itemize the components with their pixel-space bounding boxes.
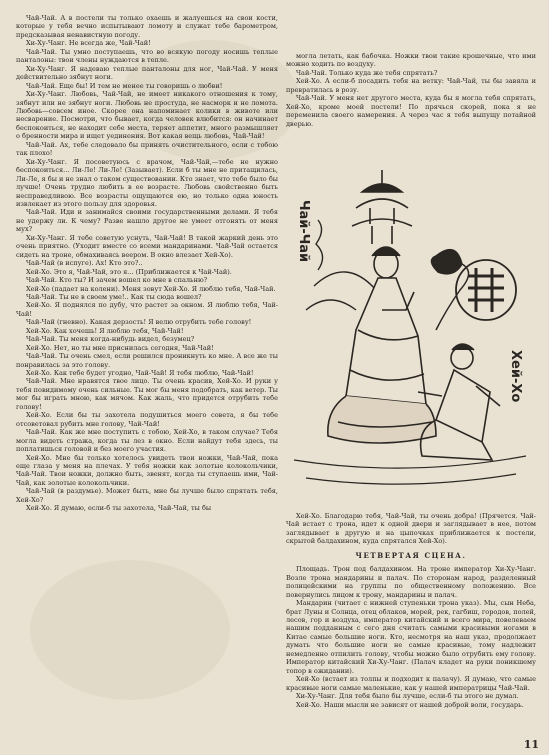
paragraph: Хи-Ху-Чанг. Для тебя было бы лучше, если-б ты этого не думал. (296, 692, 519, 701)
paragraph: Хей-Хо. Как хочешь! Я люблю тебя, Чай-Чай! (26, 326, 184, 335)
illustration-drawing (286, 160, 536, 504)
paragraph: Хей-Хо (падает на колени). Меня зовут Хей-Хо. Я люблю тебя, Чай-Чай. (26, 284, 276, 293)
paragraph: Хи-Ху-Чанг. Я тебе советую уснуть, Чай-Чай! В такой жаркий день это очень приятно. (Уходит вместе со всеми мандаринами. Чай-Чай остается сидеть на троне, обмахиваясь веером. В окно влезает Хей-Хо). (16, 233, 278, 259)
paragraph: Хи-Ху-Чанг. Не всегда же, Чай-Чай! (26, 39, 151, 48)
paragraph: Чай-Чай. Ах, тебе следовало бы принять очистительного, если с тобою так плохо! (16, 140, 278, 158)
paragraph: Чай-Чай (в раздумье). Может быть, мне бы лучше было спрятать тебя, Хей-Хо? (16, 487, 278, 504)
paragraph: Чай-Чай. Только куда же тебя спрятать? (296, 68, 438, 77)
paragraph: Хей-Хо. Если бы ты захотела подушиться моего совета, я бы тебе отсоветовал рубить мне голову, Чай-Чай! (16, 411, 278, 428)
paragraph: Чай-Чай. Иди и занимайся своими государственными делами. Я тебя не удержу ли. К чему? Разве нашло другое не умеет отгонять от меня мух? (16, 208, 278, 234)
paragraph: Чай-Чай. Как же мне поступить с тобою, Хей-Хо, в таком случае? Тебя могла видеть стража, когда ты лез в окно. Если найдут тебя здесь, ты поплатишься головой и без моего участия. (16, 428, 278, 454)
scene-heading: ЧЕТВЕРТАЯ СЦЕНА. (355, 550, 467, 560)
paragraph: Хей-Хо. Это я, Чай-Чай, это я... (Приближается к Чай-Чай). (26, 267, 232, 276)
paragraph: Хи-Ху-Чанг. Я надеваю теплые панталоны для ног, Чай-Чай. У меня действительно зябнут ноги. (16, 64, 278, 82)
paragraph: Хей-Хо. Мне бы только хотелось увидеть твои ножки, Чай-Чай, пока еще глаза у меня на плечах. У тебя ножки как золотые колокольчики, Чай-Чай. Твои ножки, должно быть, звенят, когда ты ступаешь ими, Чай-Чай, как золотые колокольчики. (16, 453, 278, 487)
left-column (16, 14, 278, 513)
paragraph: Чай-Чай. У меня нет другого места, куда бы я могла тебя спрятать, Хей-Хо, кроме моей постели! По прячься скорей, пока я не переменила своего намерения. А через час я тебя выпущу потайной дверью. (286, 94, 536, 128)
paragraph: Чай-Чай (гневно). Какая дерзость! Я велю отрубить тебе голову! (26, 318, 252, 327)
paragraph: Хей-Хо. Как тебе будет угодно, Чай-Чай! Я тебя люблю, Чай-Чай! (26, 369, 254, 378)
paragraph: Хей-Хо. Благодарю тебя, Чай-Чай, ты очень добра! (Прячется. Чай-Чай встает с трона, идет к одной двери и заглядывает в нее, потом заглядывает в другую и на цыпочках приближается к постели, скрытой балдахином, куда спрятался Хей-Хо). (286, 512, 536, 546)
paragraph: Хей-Хо (встает из толпы и подходит к палачу). Я думаю, что самые красивые ноги самые маленькие, как у нашей императрицы Чай-Чай. (286, 675, 536, 692)
page-number: 11 (523, 738, 539, 751)
paragraph: Чай-Чай. А в постели ты только охаешь и жалуешься на свои кости, которые у тебя вечно испытывают ломоту и служат тебе барометром, предсказывая ненавистную погоду. (16, 14, 278, 39)
pagoda-icon (352, 170, 412, 244)
paragraph: Мандарин (читает с нижней ступеньки трона указ). Мы, сын Неба, брат Луны и Солнца, отец облаков, морей, рек, гагбиш, городов, полей, лесов, гор и воздуха, император китайский и всего мира, повелеваем нашим подданным с сего дня считать самыми красивыми ногами в Китае самые большие ноги. Кто, несмотря на наш указ, продолжает думать что большие ноги не самые красивые, тому надлежит немедленно отпилить голову, чтобы можно было отрубить ему голову. Император китайский Хи-Ху-Чанг. (Палач кладет на руки поникшему топор в ожидании). (286, 599, 536, 675)
paragraph: Хей-Хо. Нет, но ты мне приснилась сегодня, Чай-Чай! (26, 343, 214, 352)
chai-chai-label (296, 200, 311, 262)
paragraph: Хей-Хо. Наши мысли не зависят от нашей доброй воли, государь. (296, 700, 524, 709)
paragraph: Хей-Хо. Я думаю, если-б ты захотела, Чай-Чай, ты бы (26, 504, 212, 513)
paragraph: Чай-Чай. Мне нравятся твое лицо. Ты очень красив, Хей-Хо. И руки у тебя повидимому очень сильные. Ты мог бы меня подобрать, как ветер. Ты мог бы играть мною, как мячом. Как жаль, что придется отрубить тебе голову! (16, 377, 278, 411)
paragraph: Чай-Чай (в испуге). Ах! Кто это?.. (26, 259, 143, 268)
tree-icon (306, 220, 376, 310)
illustration (286, 160, 536, 504)
paper-stain (30, 560, 230, 700)
paragraph: Чай-Чай. Ты меня когда-нибудь видел, безумец? (26, 335, 195, 344)
illustration-label-right: Хей-Хо (508, 350, 523, 403)
paragraph: Хей-Хо. Я поднялся по дубу, что растет за окном. Я люблю тебя, Чай-Чай! (16, 301, 278, 318)
paragraph: Площадь. Трон под балдахином. На троне император Хи-Ху-Чанг. Возле трона мандарины и палач. По сторонам народ, разделенный полицейскими на группы по общественному положению. Все повернулись лицом к трону, мандарины и палач. (286, 565, 536, 599)
kneeling-figure-icon (418, 344, 500, 460)
illustration-label-left: Чай-Чай (296, 200, 311, 263)
paragraph: Хи-Ху-Чанг. Я посоветуюсь с врачом, Чай-Чай,—тебе не нужно беспокоиться... Ли-Ле! Ли-Ле! (Зазывает). Если б ты мне не притащилась, Ли-Ле, я бы и не знал о таком существовании. Кто знает, что тебе было бы лучше! Очень трудно любить в ее возрасте. Любовь свойственно быть несправедливою. Все возрасты ощущаются ею, но только одна юность извлекает из этого пользу для здоровья. (16, 157, 278, 208)
paragraph: Хи-Ху-Чанг. Любовь, Чай-Чай, не имеет никакого отношения к тому, зябнут или не зябнут ноги. Любовь не простуда, не насморк и не ломота. Любовь—совсем иное. Скорее она напоминает колики в животе или несварение. Посмотри, что бывает, когда человек влюбится: он начинает беспокоиться, не находит себе места, теряет аппетит, много размышляет о бренности мира и ищет уединения. Вот какая вещь любовь, Чай-Чай! (16, 90, 278, 141)
paragraph: Чай-Чай. Кто ты? И зачем вошел ко мне в спальню? (26, 276, 208, 285)
round-screen-icon (456, 260, 516, 320)
paragraph: Чай-Чай. Ты умно поступаешь, что во всякую погоду носишь теплые панталоны: твои члены нуждаются в тепле. (16, 47, 278, 65)
paragraph: могла летать, как бабочка. Ножки твои такие крошечные, что ими можно ходить по воздуху. (286, 52, 536, 69)
right-column-top (286, 52, 536, 128)
seated-figure-icon (328, 247, 436, 443)
right-column-bottom (286, 512, 536, 709)
paragraph: Чай-Чай. Ты не в своем уме!.. Как ты сюда вошел? (26, 292, 202, 301)
paragraph: Чай-Чай. Еще бы! И тем не менее ты говоришь о любви! (26, 81, 223, 90)
paragraph: Хей-Хо. А если-б посадить тебя на ветку: Чай-Чай, ты бы завяла и превратилась в розу. (286, 77, 536, 94)
paragraph: Чай-Чай. Ты очень смел, если решился проникнуть ко мне. А все же ты понравилась за это голову. (16, 352, 278, 369)
hei-ho-label (508, 350, 523, 402)
